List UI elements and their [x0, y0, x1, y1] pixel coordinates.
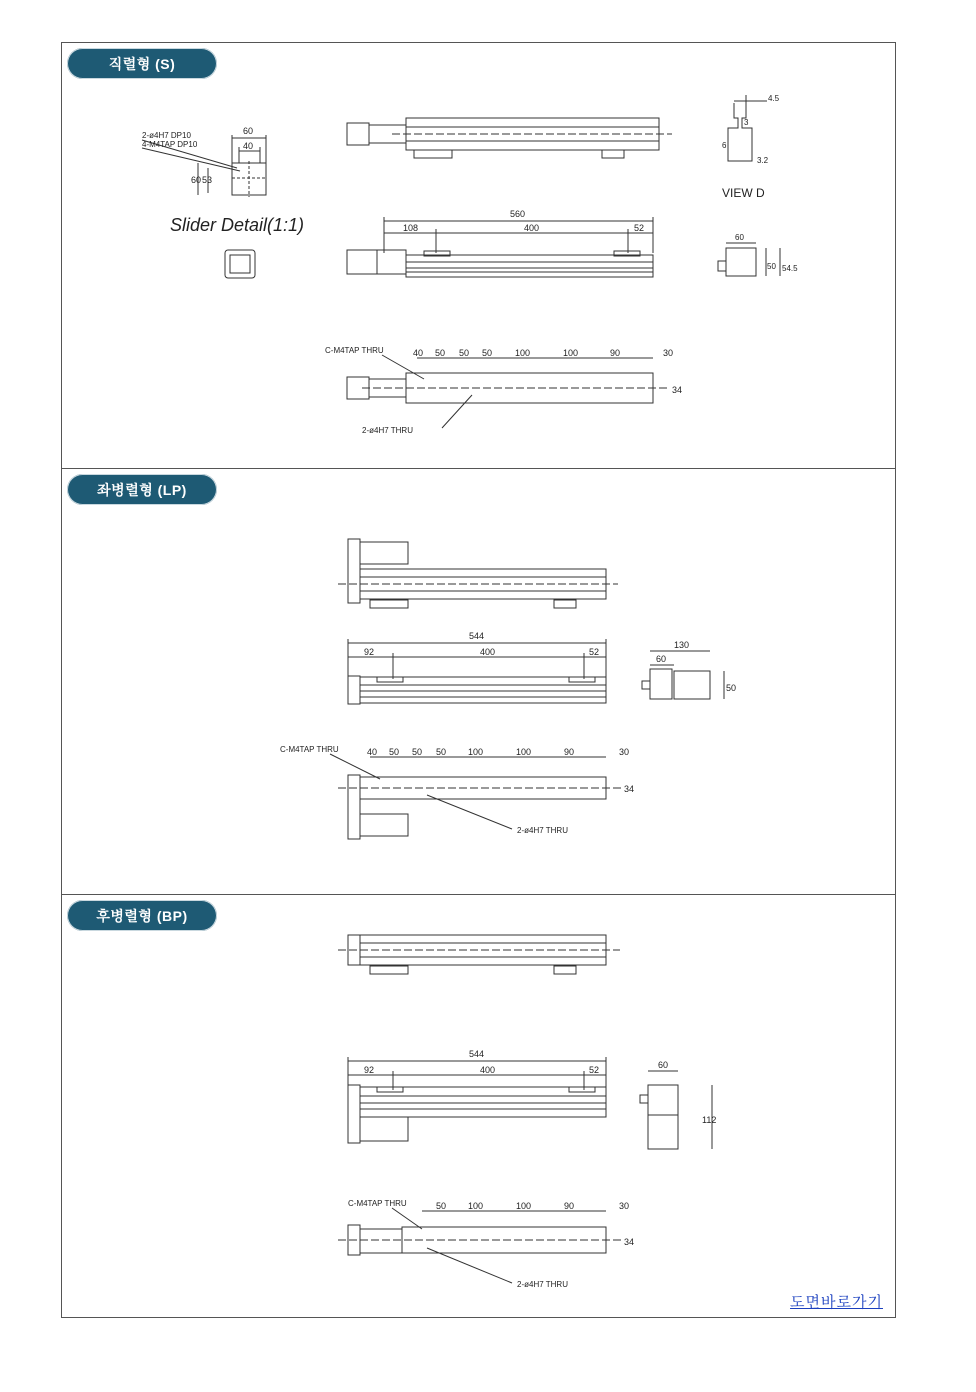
left-parallel-drawings [62, 469, 895, 895]
serial-pitch-3: 50 [459, 348, 470, 358]
serial-hole-note: 2-ø4H7 THRU [362, 426, 413, 435]
slider-dim-inner-height: 53 [202, 175, 213, 185]
bp-end-dim-1: 60 [658, 1060, 669, 1070]
serial-end-view [718, 233, 798, 276]
slider-dim-inner: 40 [243, 141, 254, 151]
bp-seg-1: 92 [364, 1065, 375, 1075]
lp-total-length: 544 [469, 631, 485, 641]
bp-top-view [338, 1199, 634, 1289]
section-title-serial: 직렬형 (S) [67, 48, 217, 79]
view-d [722, 94, 780, 200]
bp-seg-3: 52 [589, 1065, 600, 1075]
lp-pitch-5: 100 [468, 747, 484, 757]
lp-pitch-7: 90 [564, 747, 575, 757]
slider-detail [142, 126, 304, 278]
slider-detail-label: Slider Detail(1:1) [170, 215, 305, 235]
drawing-link[interactable]: 도면바로가기 [790, 1293, 883, 1311]
bp-front-view [338, 935, 620, 974]
serial-pitch-4: 50 [482, 348, 493, 358]
bp-pitch-5: 30 [619, 1201, 630, 1211]
slider-hole-note: 2-ø4H7 DP10 [142, 131, 191, 140]
view-d-dim-4: 3.2 [757, 156, 769, 165]
slider-dim-width: 60 [243, 126, 254, 136]
lp-end-dim-2: 60 [656, 654, 667, 664]
section-back-parallel [62, 894, 895, 1318]
bp-seg-2: 400 [480, 1065, 496, 1075]
back-parallel-drawings [62, 895, 895, 1318]
serial-height: 34 [672, 385, 683, 395]
lp-side-view [348, 631, 606, 704]
slider-tap-note: 4-M4TAP DP10 [142, 140, 198, 149]
serial-pitch-2: 50 [435, 348, 446, 358]
lp-seg-2: 400 [480, 647, 496, 657]
bp-pitch-3: 100 [516, 1201, 532, 1211]
bp-total-length: 544 [469, 1049, 485, 1059]
serial-end-dim-1: 60 [735, 233, 744, 242]
lp-seg-1: 92 [364, 647, 375, 657]
lp-end-dim-3: 50 [726, 683, 737, 693]
section-title-back-parallel: 후병렬형 (BP) [67, 900, 217, 931]
lp-pitch-4: 50 [436, 747, 447, 757]
lp-end-dim-1: 130 [674, 640, 690, 650]
serial-tap-note: C-M4TAP THRU [325, 346, 384, 355]
serial-drawings [62, 43, 895, 468]
bp-pitch-1: 50 [436, 1201, 447, 1211]
lp-hole-note: 2-ø4H7 THRU [517, 826, 568, 835]
view-d-dim-3: 6 [722, 141, 727, 150]
lp-top-view [280, 745, 634, 839]
serial-front-view [347, 118, 672, 158]
lp-tap-note: C-M4TAP THRU [280, 745, 339, 754]
serial-seg-3: 52 [634, 223, 645, 233]
section-left-parallel [62, 468, 895, 895]
bp-pitch-4: 90 [564, 1201, 575, 1211]
lp-pitch-2: 50 [389, 747, 400, 757]
bp-side-view [348, 1049, 606, 1143]
view-d-dim-1: 4.5 [768, 94, 780, 103]
lp-pitch-8: 30 [619, 747, 630, 757]
lp-height: 34 [624, 784, 635, 794]
serial-end-dim-3: 54.5 [782, 264, 798, 273]
serial-pitch-5: 100 [515, 348, 531, 358]
serial-end-dim-2: 50 [767, 262, 776, 271]
serial-pitch-6: 100 [563, 348, 579, 358]
lp-pitch-1: 40 [367, 747, 378, 757]
lp-pitch-6: 100 [516, 747, 532, 757]
bp-tap-note: C-M4TAP THRU [348, 1199, 407, 1208]
drawing-sheet [61, 42, 896, 1318]
view-d-label: VIEW D [722, 186, 765, 200]
bp-end-view [640, 1060, 716, 1149]
serial-total-length: 560 [510, 209, 526, 219]
bp-end-dim-2: 112 [702, 1115, 717, 1125]
serial-pitch-7: 90 [610, 348, 621, 358]
bp-hole-note: 2-ø4H7 THRU [517, 1280, 568, 1289]
lp-front-view [338, 539, 618, 608]
serial-top-view [325, 346, 682, 435]
bp-pitch-2: 100 [468, 1201, 484, 1211]
slider-dim-height: 60 [191, 175, 202, 185]
bp-height: 34 [624, 1237, 635, 1247]
serial-seg-2: 400 [524, 223, 540, 233]
section-title-left-parallel: 좌병렬형 (LP) [67, 474, 217, 505]
lp-seg-3: 52 [589, 647, 600, 657]
section-serial [62, 43, 895, 468]
serial-seg-1: 108 [403, 223, 419, 233]
serial-pitch-8: 30 [663, 348, 674, 358]
serial-side-view [347, 209, 653, 277]
lp-pitch-3: 50 [412, 747, 423, 757]
serial-pitch-1: 40 [413, 348, 424, 358]
lp-end-view [642, 640, 736, 699]
view-d-dim-2: 3 [744, 118, 749, 127]
